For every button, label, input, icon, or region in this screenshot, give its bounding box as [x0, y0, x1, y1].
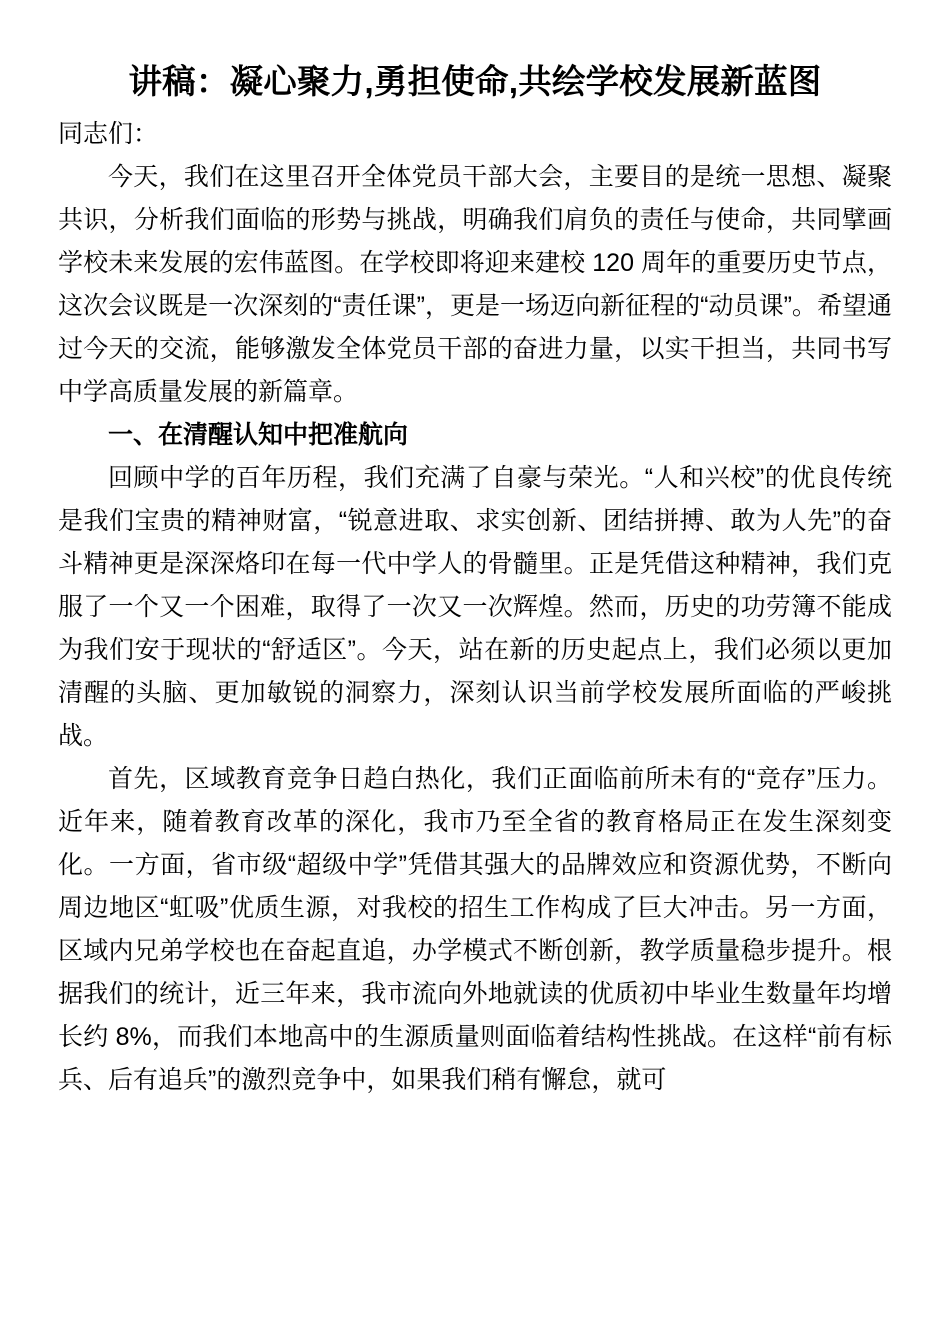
paragraph-history-review: 回顾中学的百年历程，我们充满了自豪与荣光。“人和兴校”的优良传统是我们宝贵的精神财富，“锐意进取、求实创新、团结拼搏、敢为人先”的奋斗精神更是深深烙印在每一代中学人的骨髓里。正是凭借这种精神，我们克服了一个又一个困难，取得了一次又一次辉煌。然而，历史的功劳簿不能成为我们安于现状的“舒适区”。今天，站在新的历史起点上，我们必须以更加清醒的头脑、更加敏锐的洞察力，深刻认识当前学校发展所面临的严峻挑战。 [58, 464, 892, 751]
salutation: 同志们： [58, 120, 159, 149]
paragraph-opening: 今天，我们在这里召开全体党员干部大会，主要目的是统一思想、凝聚共识，分析我们面临的形势与挑战，明确我们肩负的责任与使命，共同擘画学校未来发展的宏伟蓝图。在学校即将迎来建校 120 周年的重要历史节点，这次会议既是一次深刻的“责任课”，更是一场迈向新征程的“动员课”。希望通过今天的交流，能够激发全体党员干部的奋进力量，以实干担当，共同书写中学高质量发展的新篇章。 [58, 163, 892, 407]
page-title: 讲稿：凝心聚力,勇担使命,共绘学校发展新蓝图 [128, 64, 822, 101]
document-body [58, 0, 892, 1102]
paragraph-competition: 首先，区域教育竞争日趋白热化，我们正面临前所未有的“竞存”压力。近年来，随着教育改革的深化，我市乃至全省的教育格局正在发生深刻变化。一方面，省市级“超级中学”凭借其强大的品牌效应和资源优势，不断向周边地区“虹吸”优质生源，对我校的招生工作构成了巨大冲击。另一方面，区域内兄弟学校也在奋起直追，办学模式不断创新，教学质量稳步提升。根据我们的统计，近三年来，我市流向外地就读的优质初中毕业生数量年均增长约 8%，而我们本地高中的生源质量则面临着结构性挑战。在这样“前有标兵、后有追兵”的激烈竞争中，如果我们稍有懈怠，就可 [58, 765, 892, 1095]
section-heading-one: 一、在清醒认知中把准航向 [108, 421, 409, 450]
